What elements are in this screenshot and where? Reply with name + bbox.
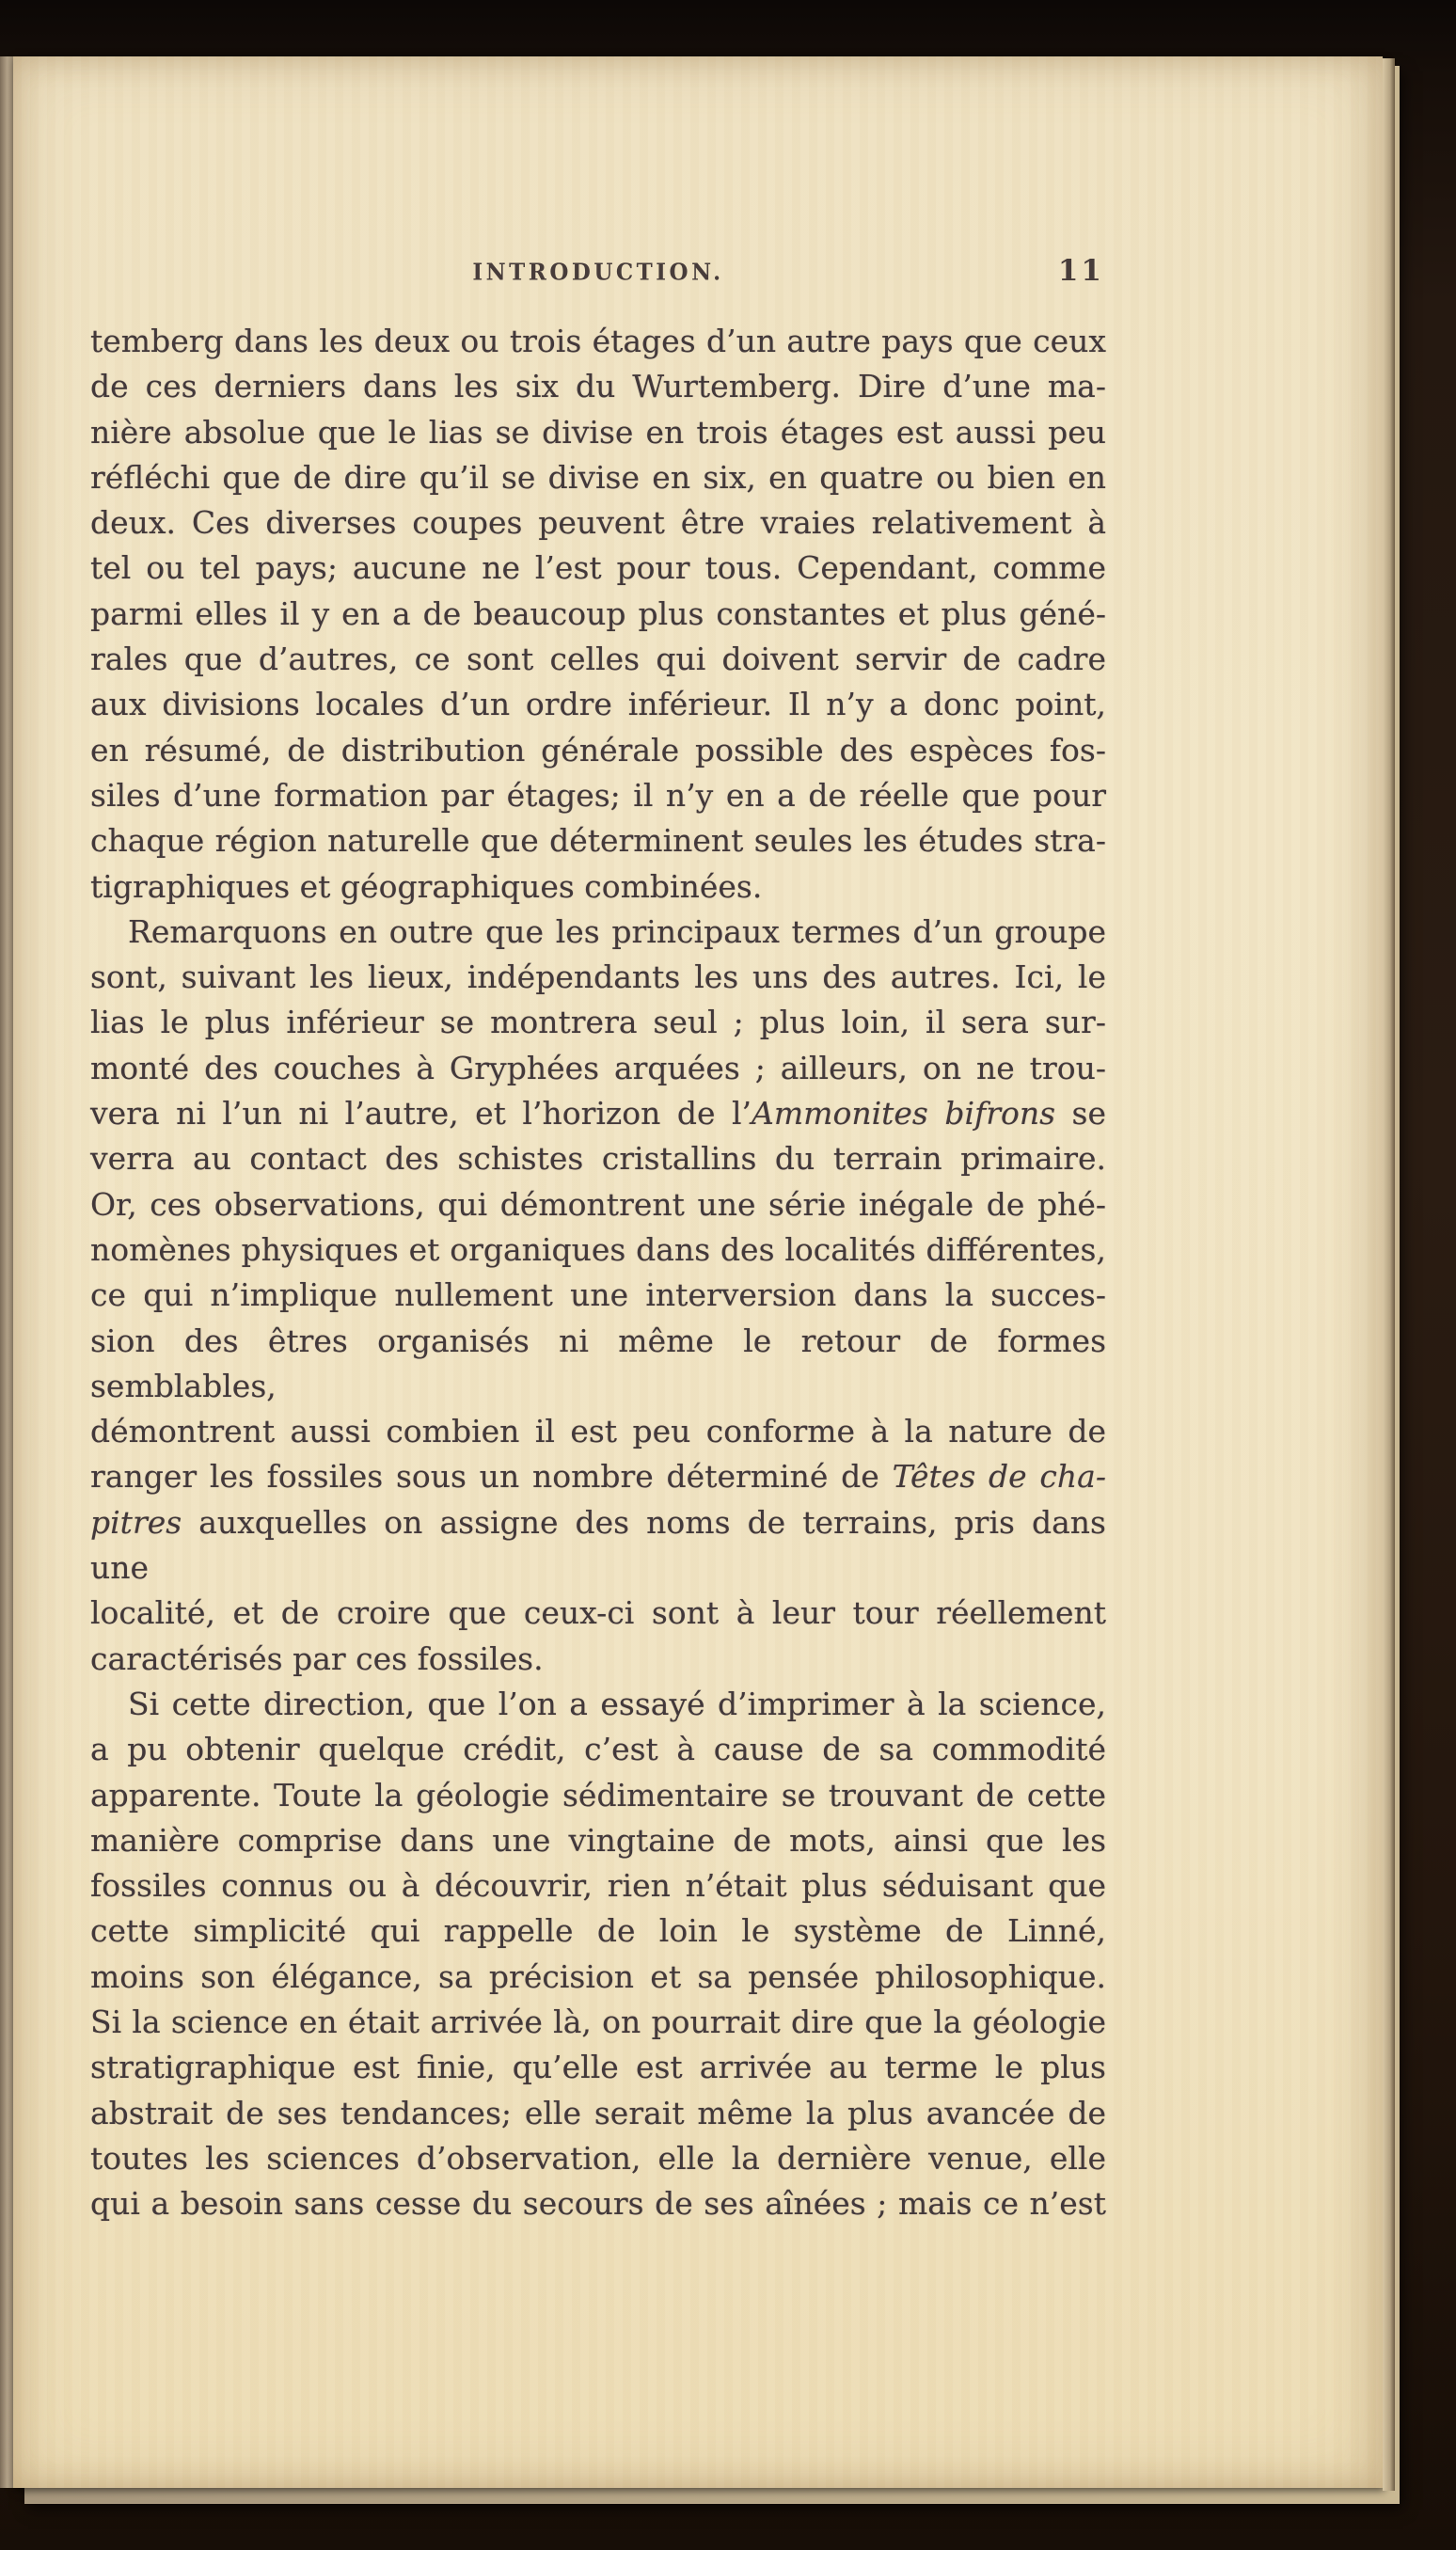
body-line (90, 1046, 1106, 1091)
paragraph-2 (90, 910, 1106, 1682)
text-segment: se (1055, 1095, 1106, 1132)
text-segment: fossiles connus ou à découvrir, rien n’était plus séduisant que (90, 1867, 1106, 1905)
body-line (90, 1409, 1106, 1454)
body-line (90, 1591, 1106, 1636)
text-segment: qui a besoin sans cesse du secours de ses aînées ; mais ce n’est (90, 2185, 1106, 2223)
text-segment: cette simplicité qui rappelle de loin le système de Linné, (90, 1912, 1106, 1950)
italic-text-segment: Ammonites bifrons (752, 1095, 1056, 1132)
text-segment: tel ou tel pays; aucune ne l’est pour tous. Cependant, comme (90, 549, 1106, 587)
body-line (90, 319, 1106, 364)
text-segment: a pu obtenir quelque crédit, c’est à cause de sa commodité (90, 1731, 1106, 1768)
body-line (90, 1454, 1106, 1499)
text-segment: apparente. Toute la géologie sédimentaire se trouvant de cette (90, 1776, 1106, 1814)
text-segment: parmi elles il y en a de beaucoup plus constantes et plus géné- (90, 594, 1106, 632)
body-line (90, 728, 1106, 773)
text-segment: verra au contact des schistes cristallins du terrain primaire. (90, 1140, 1106, 1178)
text-segment: en résumé, de distribution générale possible des espèces fos- (90, 731, 1106, 768)
body-line (90, 1000, 1106, 1045)
body-line (90, 500, 1106, 546)
italic-text-segment: pitres (90, 1503, 182, 1541)
body-line (90, 2136, 1106, 2181)
body-line (90, 2045, 1106, 2090)
text-segment: caractérisés par ces fossiles. (90, 1639, 544, 1677)
text-segment: deux. Ces diverses coupes peuvent être vraies relativement à (90, 504, 1106, 542)
page-gutter-edge (0, 56, 13, 2488)
body-line (90, 818, 1106, 863)
body-line (90, 910, 1106, 955)
text-segment: Si la science en était arrivée là, on pourrait dire que la géologie (90, 2003, 1106, 2040)
text-segment: monté des couches à Gryphées arquées ; ailleurs, on ne trou- (90, 1049, 1106, 1086)
text-segment: localité, et de croire que ceux-ci sont à leur tour réellement (90, 1594, 1106, 1632)
text-segment: auxquelles on assigne des noms de terrains, pris dans une (90, 1503, 1106, 1587)
body-line (90, 1682, 1106, 1727)
body-line (90, 410, 1106, 455)
body-line (90, 2091, 1106, 2136)
text-segment: toutes les sciences d’observation, elle la dernière venue, elle (90, 2139, 1106, 2177)
page-number: 11 (1057, 254, 1104, 288)
text-segment: réfléchi que de dire qu’il se divise en six, en quatre ou bien en (90, 458, 1106, 496)
body-line (90, 1955, 1106, 2000)
body-line (90, 1909, 1106, 1954)
text-segment: aux divisions locales d’un ordre inférieur. Il n’y a donc point, (90, 686, 1106, 723)
text-segment: sion des êtres organisés ni même le retour de formes semblables, (90, 1322, 1106, 1404)
body-line (90, 2181, 1106, 2226)
body-line (90, 1727, 1106, 1772)
text-segment: Si cette direction, que l’on a essayé d’imprimer à la science, (128, 1685, 1106, 1722)
body-line (90, 1273, 1106, 1318)
body-line (90, 773, 1106, 818)
body-line (90, 1227, 1106, 1273)
running-head-title: INTRODUCTION. (472, 259, 724, 286)
text-segment: lias le plus inférieur se montrera seul ; plus loin, il sera sur- (90, 1004, 1106, 1041)
body-line (90, 592, 1106, 637)
body-line (90, 364, 1106, 409)
body-line (90, 2000, 1106, 2045)
text-segment: de ces derniers dans les six du Wurtemberg. Dire d’une ma- (90, 368, 1106, 405)
text-segment: manière comprise dans une vingtaine de mots, ainsi que les (90, 1821, 1106, 1859)
text-segment: ranger les fossiles sous un nombre déterminé de (90, 1458, 893, 1496)
body-line (90, 1818, 1106, 1863)
body-line (90, 637, 1106, 682)
text-segment: siles d’une formation par étages; il n’y en a de réelle que pour (90, 776, 1106, 814)
text-segment: chaque région naturelle que déterminent seules les études stra- (90, 822, 1106, 860)
text-segment: démontrent aussi combien il est peu conforme à la nature de (90, 1413, 1106, 1450)
body-line (90, 1319, 1106, 1410)
body-line (90, 455, 1106, 500)
body-line (90, 1182, 1106, 1227)
body-line (90, 864, 1106, 910)
body-line (90, 1863, 1106, 1909)
text-segment: abstrait de ses tendances; elle serait même la plus avancée de (90, 2094, 1106, 2131)
text-segment: nière absolue que le lias se divise en trois étages est aussi peu (90, 413, 1106, 451)
text-segment: Remarquons en outre que les principaux termes d’un groupe (128, 912, 1106, 950)
body-line (90, 1637, 1106, 1682)
body-line (90, 955, 1106, 1000)
text-segment: Or, ces observations, qui démontrent une série inégale de phé- (90, 1185, 1106, 1223)
body-line (90, 1500, 1106, 1592)
page-fore-edge (1383, 58, 1395, 2491)
text-segment: temberg dans les deux ou trois étages d’un autre pays que ceux (90, 323, 1106, 359)
text-segment: tigraphiques et géographiques combinées. (90, 867, 763, 905)
body-line (90, 1773, 1106, 1818)
paragraph-3 (90, 1682, 1106, 2227)
italic-text-segment: Têtes de cha- (892, 1458, 1106, 1496)
running-head (90, 254, 1106, 303)
text-segment: moins son élégance, sa précision et sa pensée philosophique. (90, 1957, 1106, 1995)
body-line (90, 682, 1106, 727)
paragraph-1 (90, 319, 1106, 910)
body-line (90, 546, 1106, 591)
body-line (90, 1136, 1106, 1181)
body-line (90, 1091, 1106, 1136)
text-segment: sont, suivant les lieux, indépendants les uns des autres. Ici, le (90, 958, 1106, 996)
text-segment: nomènes physiques et organiques dans des localités différentes, (90, 1230, 1106, 1268)
text-segment: ce qui n’implique nullement une interversion dans la succes- (90, 1276, 1106, 1314)
text-segment: vera ni l’un ni l’autre, et l’horizon de l’ (90, 1095, 752, 1132)
text-block (90, 319, 1106, 2226)
text-segment: rales que d’autres, ce sont celles qui doivent servir de cadre (90, 641, 1106, 678)
scanned-page (13, 56, 1383, 2488)
text-segment: stratigraphique est finie, qu’elle est arrivée au terme le plus (90, 2049, 1106, 2086)
